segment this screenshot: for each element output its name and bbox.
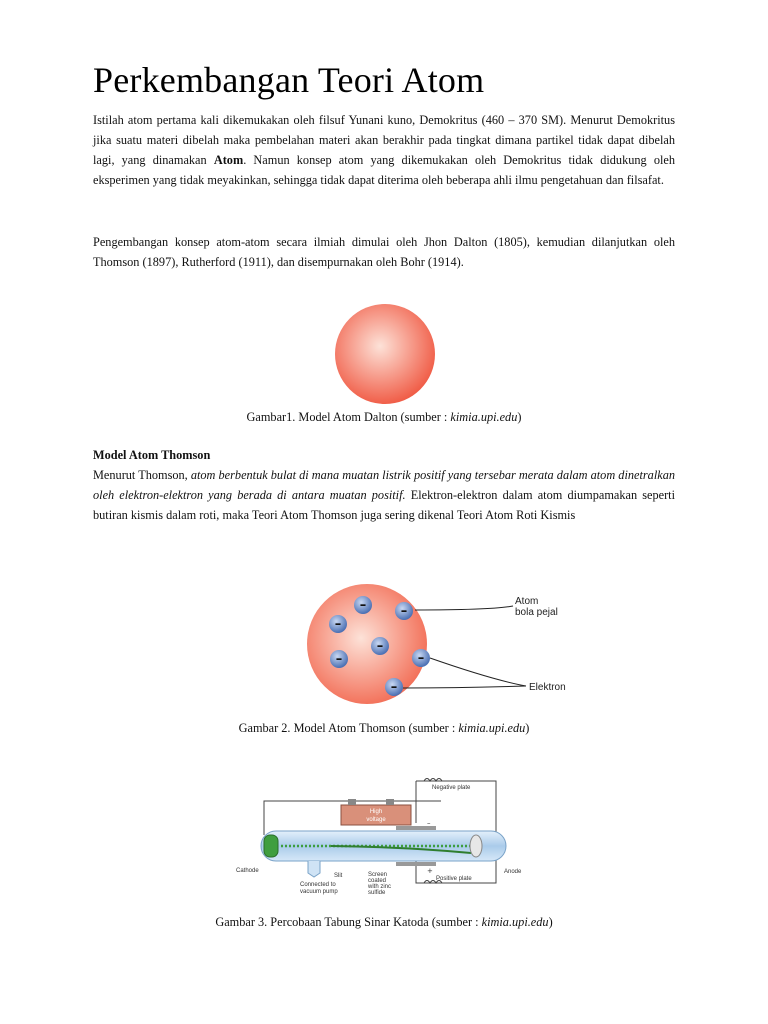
sign-plus: + — [427, 867, 433, 875]
figure3-caption — [93, 913, 675, 931]
atom-pointer-line — [415, 606, 513, 610]
figure3-caption-prefix: Gambar 3. Percobaan Tabung Sinar Katoda (sumber : — [215, 915, 482, 929]
vacuum-nozzle — [308, 861, 320, 877]
terminal-right — [386, 799, 394, 805]
label-screen-4: sulfide — [368, 890, 386, 896]
cathode-ray-tube-figure — [236, 773, 536, 898]
development-paragraph: Pengembangan konsep atom-atom secara ilmiah dimulai oleh Jhon Dalton (1805), kemudian dilanjutkan oleh Thomson (1897), Rutherford (1911), dan disempurnakan oleh Bohr (1914). — [93, 235, 675, 269]
figure1-caption — [93, 408, 675, 426]
thomson-paragraph — [93, 465, 675, 525]
label-slit: Slit — [334, 873, 343, 879]
thomson-heading: Model Atom Thomson — [93, 448, 211, 462]
figure3-caption-suffix: ) — [548, 915, 553, 929]
figure2-caption-suffix: ) — [525, 721, 530, 735]
figure1-caption-suffix: ) — [517, 410, 522, 424]
figure2-caption-prefix: Gambar 2. Model Atom Thomson (sumber : — [238, 721, 459, 735]
electron-sign: – — [334, 617, 342, 632]
electron-sign: – — [335, 652, 343, 667]
dalton-atom-figure — [333, 302, 437, 406]
electron-sign: – — [417, 651, 425, 666]
page-title: Perkembangan Teori Atom — [93, 60, 485, 100]
electron-sign: – — [400, 604, 408, 619]
label-anode: Anode — [504, 869, 522, 875]
label-screen-2: coated — [368, 878, 387, 884]
intro-bold-atom: Atom — [213, 153, 244, 167]
label-atom: Atom — [515, 596, 539, 607]
figure1-caption-source: kimia.upi.edu — [450, 410, 518, 424]
cathode — [264, 835, 278, 857]
thomson-text-italic: atom berbentuk bulat di mana muatan listrik positif yang tersebar merata dalam atom dinetralkan oleh elektron-elektron yang berada di antara muatan positif. — [93, 468, 675, 502]
label-vacuum-2: vacuum pump — [300, 889, 338, 895]
label-screen-1: Screen — [368, 872, 388, 878]
electron-pointer-line-2 — [403, 686, 526, 688]
thomson-text-lead: Menurut Thomson, — [93, 468, 191, 482]
dalton-sphere — [335, 304, 435, 404]
electron-pointer-line — [430, 658, 526, 686]
figure2-caption-source: kimia.upi.edu — [458, 721, 526, 735]
electron-sign: – — [390, 680, 398, 695]
intro-text-2: . Namun konsep atom yang dikemukakan oleh Demokritus tidak didukung oleh eksperimen yang tidak meyakinkan, sehingga tidak dapat diterima oleh beberapa ahli ilmu pengetahuan dan filsafat. — [93, 153, 675, 187]
label-negative-plate: Negative plate — [432, 785, 471, 791]
anode — [470, 835, 482, 857]
label-vacuum-1: Connected to — [300, 882, 336, 888]
label-voltage: voltage — [366, 817, 386, 823]
thomson-text-rest: Elektron-elektron dalam atom diumpamakan seperti butiran kismis dalam roti, maka Teori Atom Thomson juga sering dikenal Teori Atom Roti Kismis — [93, 488, 675, 522]
label-high: High — [369, 809, 383, 815]
label-positive-plate: Positive plate — [436, 876, 472, 882]
label-bola-pejal: bola pejal — [515, 607, 558, 618]
intro-text-1: Istilah atom pertama kali dikemukakan oleh filsuf Yunani kuno, Demokritus (460 – 370 SM). Menurut Demokritus jika suatu materi dibelah maka pembelahan materi akan berakhir pada tingkat dimana partikel tidak dapat dibelah lagi, yang dinamakan — [93, 113, 675, 167]
electron-sign: – — [376, 639, 384, 654]
positive-plate — [396, 862, 436, 866]
figure1-caption-prefix: Gambar1. Model Atom Dalton (sumber : — [246, 410, 451, 424]
label-elektron: Elektron — [529, 682, 566, 693]
terminal-left — [348, 799, 356, 805]
figure2-caption — [93, 719, 675, 737]
label-screen-3: with zinc — [368, 884, 392, 890]
figure3-caption-source: kimia.upi.edu — [481, 915, 549, 929]
thomson-atom-figure — [303, 580, 573, 710]
label-cathode: Cathode — [236, 868, 259, 874]
electron-sign: – — [359, 598, 367, 613]
intro-paragraph — [93, 110, 675, 190]
sign-minus: – — [427, 819, 431, 827]
